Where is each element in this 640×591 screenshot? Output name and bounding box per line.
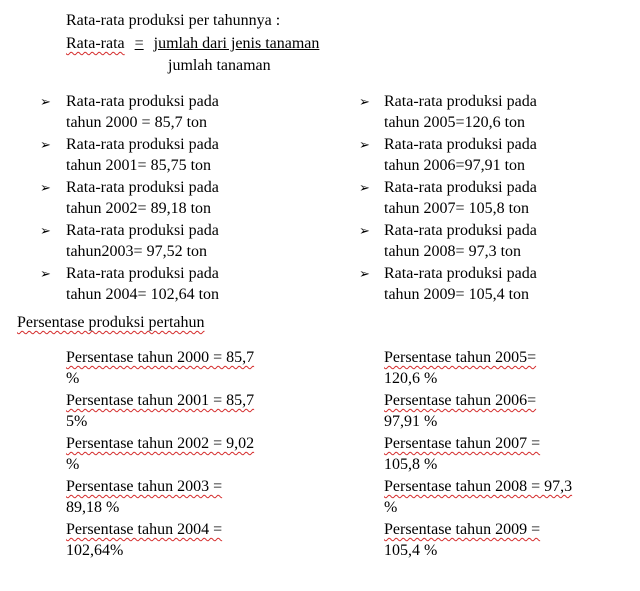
bullet-arrow-icon: ➢ (40, 137, 51, 152)
percent-item-line2: 102,64% (66, 542, 124, 559)
average-item (384, 91, 614, 133)
bullet-arrow-icon: ➢ (40, 223, 51, 238)
bullet-arrow-icon: ➢ (40, 180, 51, 195)
percent-item-line1: Persentase tahun 2001 = 85,7 (66, 392, 255, 409)
average-item-line1: Rata-rata produksi pada (66, 93, 219, 110)
bullet-arrow-icon: ➢ (359, 223, 370, 238)
bullet-arrow-icon: ➢ (40, 94, 51, 109)
average-item (66, 263, 296, 305)
average-item (384, 220, 614, 262)
bullet-arrow-icon: ➢ (359, 94, 370, 109)
average-item-line1: Rata-rata produksi pada (384, 222, 537, 239)
percent-item-line2: 89,18 % (66, 499, 120, 516)
percent-heading: Persentase produksi pertahun (17, 314, 205, 331)
average-item-line2: tahun 2008= 97,3 ton (384, 243, 522, 260)
percent-item-line1: Persentase tahun 2005= (384, 349, 537, 366)
percent-item (66, 347, 254, 389)
average-item (66, 91, 296, 133)
percent-item-line1: Persentase tahun 2004 = (66, 521, 223, 538)
percent-item (66, 519, 222, 561)
average-item-line2: tahun2003= 97,52 ton (66, 243, 208, 260)
percent-item (384, 519, 540, 561)
percent-item (66, 433, 254, 475)
average-item-line2: tahun 2000 = 85,7 ton (66, 114, 208, 131)
average-item (384, 177, 614, 219)
percent-item-line2: % (384, 499, 398, 516)
percent-item-line2: % (66, 370, 80, 387)
percent-item-line2: % (66, 456, 80, 473)
formula-equals: = (134, 35, 144, 52)
percent-item (384, 347, 536, 389)
percent-item-line2: 5% (66, 413, 88, 430)
percent-item-line1: Persentase tahun 2007 = (384, 435, 541, 452)
average-item (384, 134, 614, 176)
bullet-arrow-icon: ➢ (359, 266, 370, 281)
percent-item (66, 476, 222, 518)
average-item-line2: tahun 2005=120,6 ton (384, 114, 526, 131)
average-item-line1: Rata-rata produksi pada (66, 179, 219, 196)
formula-line (66, 33, 319, 54)
percent-item-line1: Persentase tahun 2009 = (384, 521, 541, 538)
percent-item-line1: Persentase tahun 2006= (384, 392, 537, 409)
average-item (66, 220, 296, 262)
percent-item-line2: 97,91 % (384, 413, 438, 430)
bullet-arrow-icon: ➢ (359, 180, 370, 195)
average-item-line2: tahun 2009= 105,4 ton (384, 286, 530, 303)
percent-item (384, 433, 540, 475)
percent-item-line2: 120,6 % (384, 370, 438, 387)
average-item-line1: Rata-rata produksi pada (66, 265, 219, 282)
average-item (66, 177, 296, 219)
average-item-line1: Rata-rata produksi pada (384, 136, 537, 153)
percent-item-line2: 105,4 % (384, 542, 438, 559)
average-item-line1: Rata-rata produksi pada (384, 265, 537, 282)
percent-item (66, 390, 254, 432)
percent-item (384, 476, 572, 518)
average-item (384, 263, 614, 305)
average-item-line1: Rata-rata produksi pada (66, 136, 219, 153)
average-item-line1: Rata-rata produksi pada (384, 93, 537, 110)
formula-prefix: Rata-rata (66, 35, 125, 52)
section-title: Rata-rata produksi per tahunnya : (66, 12, 281, 29)
formula-denominator: jumlah tanaman (168, 57, 271, 74)
average-item-line2: tahun 2001= 85,75 ton (66, 157, 212, 174)
average-item-line2: tahun 2004= 102,64 ton (66, 286, 220, 303)
percent-item-line1: Persentase tahun 2002 = 9,02 (66, 435, 255, 452)
formula-numerator: jumlah dari jenis tanaman (153, 35, 320, 52)
percent-item (384, 390, 536, 432)
percent-item-line1: Persentase tahun 2008 = 97,3 (384, 478, 573, 495)
average-item-line1: Rata-rata produksi pada (66, 222, 219, 239)
average-item-line2: tahun 2002= 89,18 ton (66, 200, 212, 217)
average-item (66, 134, 296, 176)
percent-item-line1: Persentase tahun 2000 = 85,7 (66, 349, 255, 366)
average-item-line1: Rata-rata produksi pada (384, 179, 537, 196)
percent-item-line1: Persentase tahun 2003 = (66, 478, 223, 495)
average-item-line2: tahun 2006=97,91 ton (384, 157, 526, 174)
average-item-line2: tahun 2007= 105,8 ton (384, 200, 530, 217)
bullet-arrow-icon: ➢ (40, 266, 51, 281)
bullet-arrow-icon: ➢ (359, 137, 370, 152)
percent-item-line2: 105,8 % (384, 456, 438, 473)
